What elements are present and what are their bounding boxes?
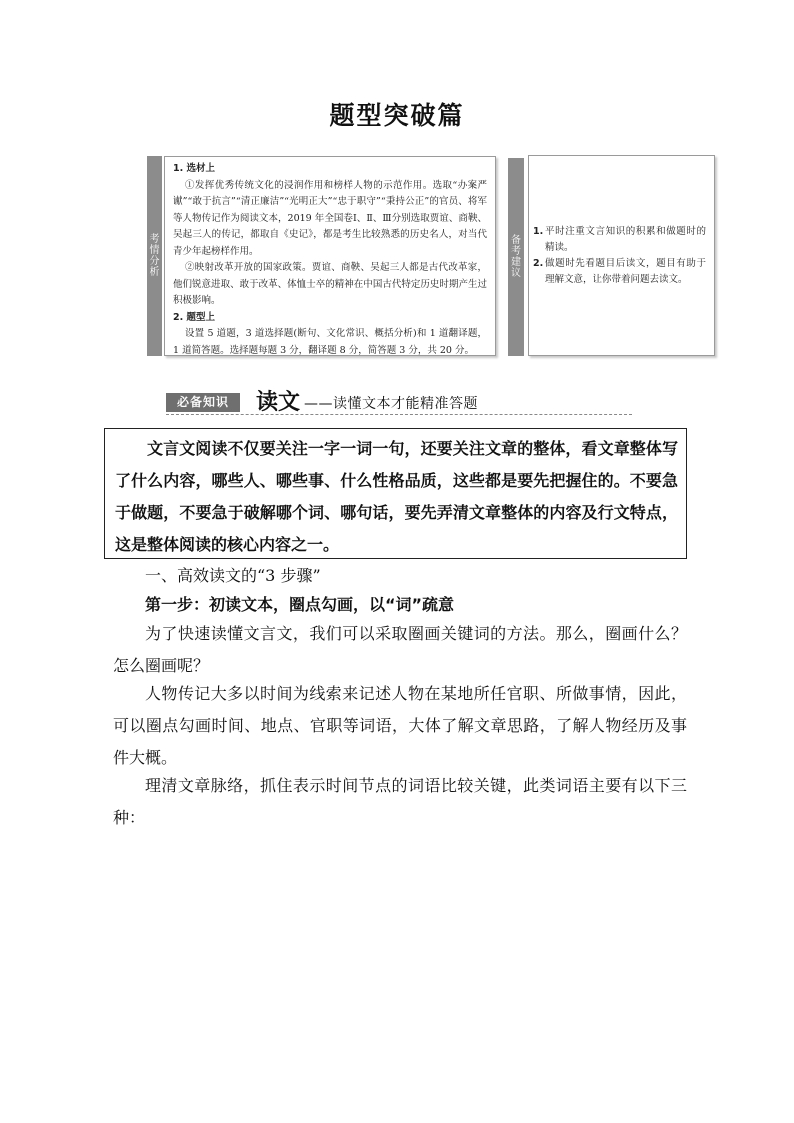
analysis-tab-char: 分 <box>149 256 160 267</box>
section-header <box>166 389 632 415</box>
advice-tab-char: 备 <box>511 235 521 246</box>
advice-item <box>533 256 706 288</box>
analysis-section2-heading: 2. 题型上 <box>173 311 216 323</box>
advice-tab <box>508 158 524 356</box>
advice-tab-char: 考 <box>511 246 521 257</box>
section-subtitle: ——读懂文本才能精准答题 <box>304 396 478 412</box>
body-paragraph-1: 为了快速读懂文言文，我们可以采取圈画关键词的方法。那么，圈画什么？怎么圈画呢？ <box>113 624 687 675</box>
analysis-tab-char: 析 <box>149 267 160 278</box>
analysis-tab-char: 情 <box>149 245 160 256</box>
advice-item-number: 1. <box>533 225 544 237</box>
intro-box: 文言文阅读不仅要关注一字一词一句，还要关注文章的整体，看文章整体写了什么内容，哪些人、哪些事、什么性格品质，这些都是要先把握住的。不要急于做题，不要急于破解哪个词、哪句话，要先弄清文章整体的内容及行文特点，这是整体阅读的核心内容之一。 <box>104 428 687 559</box>
advice-tab-char: 议 <box>511 268 521 279</box>
section-badge: 必备知识 <box>166 393 240 412</box>
body-paragraph-2: 人物传记大多以时间为线索来记述人物在某地所任官职、所做事情，因此，可以圈点勾画时间、地点、官职等词语，大体了解文章思路，了解人物经历及事件大概。 <box>113 684 687 767</box>
analysis-section1-heading: 1. 选材上 <box>173 163 216 174</box>
advice-list <box>533 224 706 288</box>
section-title: 读文 <box>256 390 301 415</box>
analysis-box <box>164 156 496 356</box>
analysis-tab-char: 考 <box>149 234 160 245</box>
body-heading-2: 第一步：初读文本，圈点勾画，以“词”疏意 <box>145 595 455 614</box>
analysis-section2-p1: 设置 5 道题，3 道选择题(断句、文化常识、概括分析)和 1 道翻译题，1 道简答题。选择题每题 3 分，翻译题 8 分，简答题 3 分，共 20 分。 <box>173 328 487 356</box>
dashed-divider <box>166 414 632 415</box>
advice-item-text: 平时注重文言知识的积累和做题时的精读。 <box>545 225 706 253</box>
advice-box <box>528 155 715 356</box>
advice-item-number: 2. <box>533 257 544 269</box>
analysis-tab <box>147 156 162 356</box>
body-heading-1: 一、高效读文的“3 步骤” <box>145 566 321 585</box>
advice-item <box>533 224 706 256</box>
advice-item-text: 做题时先看题目后读文，题目有助于理解文意，让你带着问题去读文。 <box>545 257 706 285</box>
body-paragraph-3: 理清文章脉络，抓住表示时间节点的词语比较关键，此类词语主要有以下三种： <box>113 776 687 827</box>
advice-tab-char: 建 <box>511 257 521 268</box>
analysis-section1-p2: ②映射改革开放的国家政策。贾谊、商鞅、吴起三人都是古代改革家，他们锐意进取、敢于改革、体恤士卒的精神在中国古代特定历史时期产生过积极影响。 <box>173 262 487 306</box>
page-title: 题型突破篇 <box>329 101 465 130</box>
analysis-section1-p1: ①发挥优秀传统文化的浸润作用和榜样人物的示范作用。选取“办案严谳”“敢于抗言”“清正廉洁”“光明正大”“忠于职守”“秉持公正”的官员、将军等人物传记作为阅读文本，2019 年全国卷Ⅰ、Ⅱ、Ⅲ分别选取贾谊、商鞅、吴起三人的传记，都取自《史记》，都是考生比较熟悉的历史名人，对当代青少年起榜样作用。 <box>173 179 487 257</box>
